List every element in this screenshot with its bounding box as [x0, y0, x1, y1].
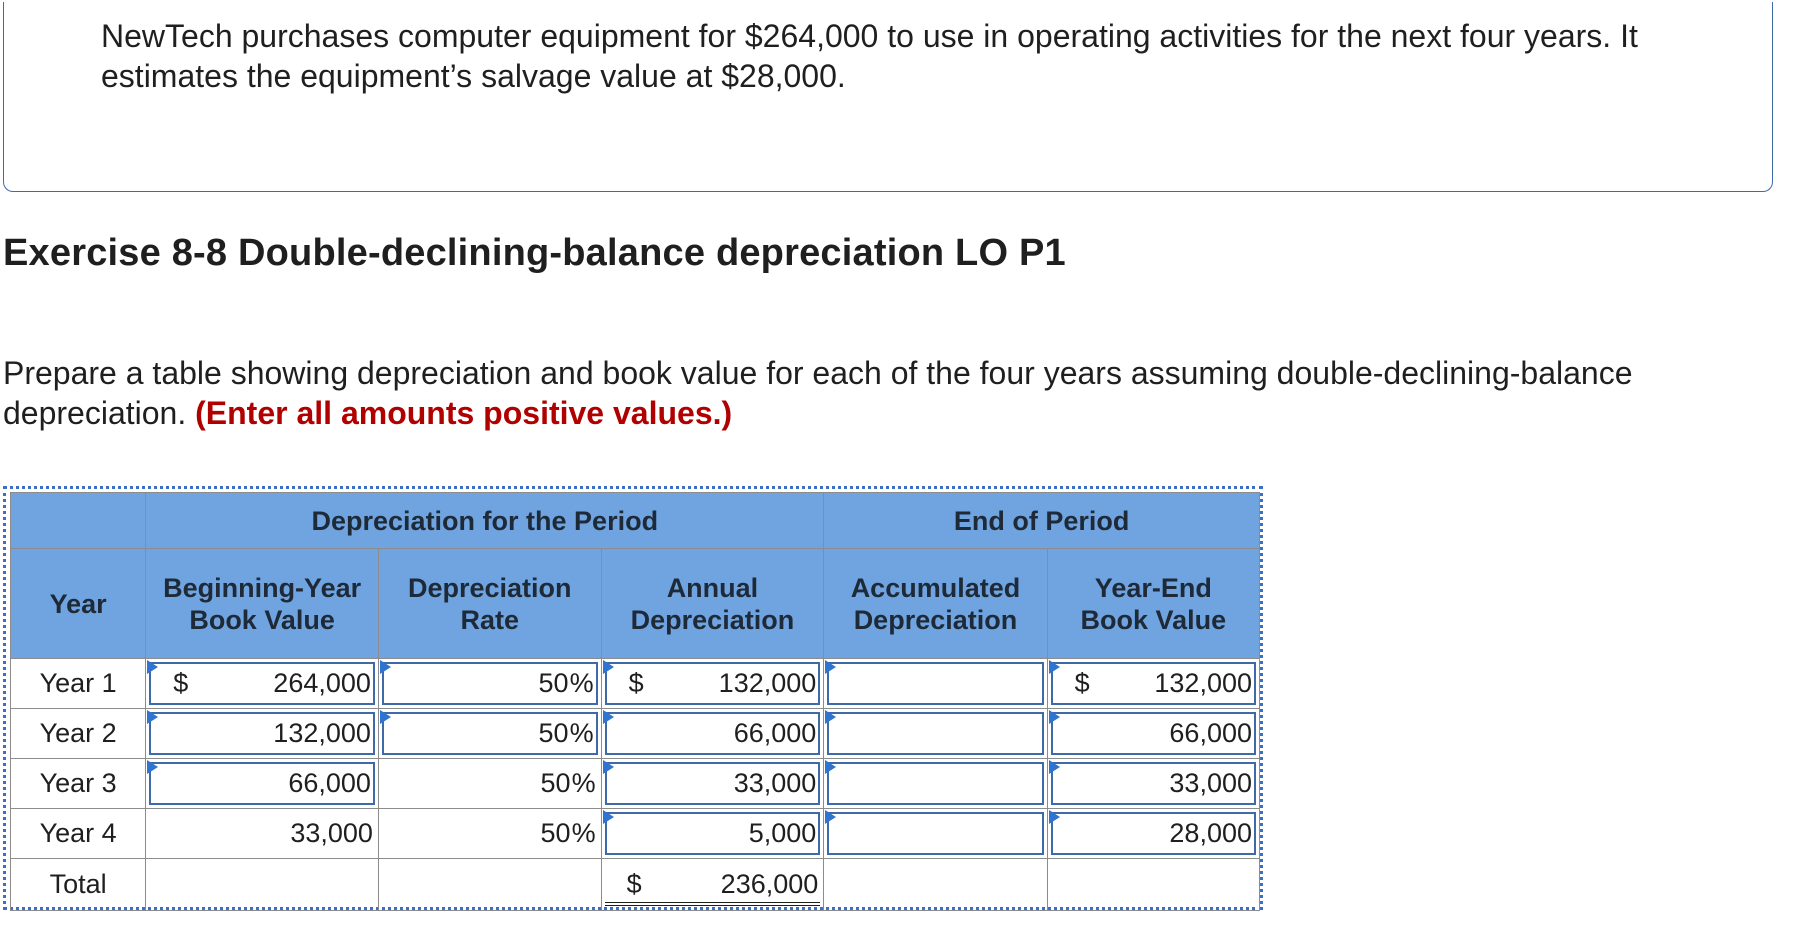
year-end-book-value-cell[interactable] — [1047, 709, 1259, 759]
beginning-book-value-input[interactable] — [149, 762, 375, 805]
header-annual-depreciation — [601, 549, 824, 659]
beginning-book-value-cell — [146, 809, 379, 859]
year-end-book-value-input[interactable] — [1051, 812, 1256, 855]
header-beginning-book-value — [146, 549, 379, 659]
beginning-book-value-cell[interactable] — [146, 759, 379, 809]
annual-depreciation-cell[interactable] — [601, 659, 824, 709]
year-end-book-value: 33,000 — [1169, 768, 1252, 798]
beginning-book-value-input[interactable] — [149, 662, 375, 705]
beginning-book-value: 66,000 — [288, 768, 371, 798]
cell-marker-icon — [1049, 760, 1060, 774]
depreciation-rate-cell[interactable] — [378, 709, 601, 759]
beginning-book-value-cell[interactable] — [146, 709, 379, 759]
header-year: Year — [11, 549, 146, 659]
year-label: Year 4 — [11, 809, 146, 859]
total-label: Total — [11, 859, 146, 911]
total-row — [11, 859, 1260, 911]
beginning-book-value-cell[interactable] — [146, 659, 379, 709]
dollar-sign: $ — [628, 668, 644, 698]
cell-marker-icon — [147, 710, 158, 724]
depreciation-rate: 50 — [540, 818, 571, 848]
total-annual-depreciation-cell — [601, 859, 824, 911]
total-annual-depreciation-value — [605, 862, 821, 907]
header-year-end-book-value — [1047, 549, 1259, 659]
instruction-text: Prepare a table showing depreciation and book value for each of the four years assuming double-declining-balance depreciation. — [3, 355, 1633, 431]
header-beginning-line2: Book Value — [189, 604, 335, 635]
beginning-book-value-value — [149, 812, 375, 855]
accumulated-depreciation-input[interactable] — [827, 812, 1043, 855]
year-end-book-value: 28,000 — [1169, 818, 1252, 848]
total-empty-cell — [378, 859, 601, 911]
depreciation-rate: 50 — [540, 768, 571, 798]
year-label: Year 3 — [11, 759, 146, 809]
accumulated-depreciation-input[interactable] — [827, 662, 1043, 705]
depreciation-table — [10, 492, 1260, 911]
year-end-book-value: 66,000 — [1169, 718, 1252, 748]
annual-depreciation-input[interactable] — [605, 662, 821, 705]
year-end-book-value-input[interactable] — [1051, 662, 1256, 705]
depreciation-rate: 50 — [538, 668, 569, 698]
cell-marker-icon — [825, 660, 836, 674]
accumulated-depreciation-input[interactable] — [827, 762, 1043, 805]
annual-depreciation: 132,000 — [718, 668, 817, 698]
header-accumulated-line1: Accumulated — [850, 572, 1021, 603]
header-accumulated-line2: Depreciation — [853, 604, 1018, 635]
cell-marker-icon — [1049, 710, 1060, 724]
cell-marker-icon — [825, 810, 836, 824]
beginning-book-value: 264,000 — [273, 668, 371, 698]
percent-sign: % — [569, 718, 594, 748]
year-end-book-value: 132,000 — [1154, 668, 1252, 698]
problem-statement-text: NewTech purchases computer equipment for $264,000 to use in operating activities for the next four years. It estimates the equipment’s salvage value at $28,000. — [101, 18, 1638, 94]
cell-marker-icon — [825, 760, 836, 774]
header-rate-line1: Depreciation — [407, 572, 572, 603]
header-corner — [11, 493, 146, 549]
depreciation-rate-cell[interactable] — [378, 659, 601, 709]
header-year-end-line1: Year-End — [1094, 572, 1212, 603]
cell-marker-icon — [1049, 810, 1060, 824]
cell-marker-icon — [603, 810, 614, 824]
percent-sign: % — [571, 768, 596, 798]
annual-depreciation: 33,000 — [733, 768, 817, 798]
header-accumulated-depreciation — [824, 549, 1047, 659]
dollar-sign: $ — [1074, 668, 1090, 698]
beginning-book-value: 132,000 — [273, 718, 371, 748]
percent-sign: % — [569, 668, 594, 698]
annual-depreciation-cell[interactable] — [601, 759, 824, 809]
dollar-sign: $ — [173, 668, 189, 698]
annual-depreciation-cell[interactable] — [601, 709, 824, 759]
beginning-book-value: 33,000 — [290, 818, 373, 848]
cell-marker-icon — [380, 710, 391, 724]
total-empty-cell — [146, 859, 379, 911]
header-depreciation-rate — [378, 549, 601, 659]
table-row — [11, 759, 1260, 809]
header-end-of-period: End of Period — [824, 493, 1260, 549]
cell-marker-icon — [825, 710, 836, 724]
depreciation-rate-input[interactable] — [382, 712, 598, 755]
year-label: Year 2 — [11, 709, 146, 759]
header-annual-line2: Depreciation — [630, 604, 795, 635]
table-row — [11, 709, 1260, 759]
total-annual-depreciation: 236,000 — [720, 869, 819, 899]
exercise-title: Exercise 8-8 Double-declining-balance depreciation LO P1 — [3, 232, 1066, 274]
year-end-book-value-cell[interactable] — [1047, 759, 1259, 809]
table-row — [11, 809, 1260, 859]
cell-marker-icon — [1049, 660, 1060, 674]
cell-marker-icon — [380, 660, 391, 674]
dollar-sign: $ — [626, 869, 642, 899]
annual-depreciation-input[interactable] — [605, 762, 821, 805]
year-end-book-value-input[interactable] — [1051, 712, 1256, 755]
cell-marker-icon — [147, 760, 158, 774]
year-end-book-value-input[interactable] — [1051, 762, 1256, 805]
beginning-book-value-input[interactable] — [149, 712, 375, 755]
cell-marker-icon — [603, 660, 614, 674]
accumulated-depreciation-cell[interactable] — [824, 709, 1047, 759]
total-empty-cell — [1047, 859, 1259, 911]
header-beginning-line1: Beginning-Year — [163, 572, 362, 603]
accumulated-depreciation-cell[interactable] — [824, 759, 1047, 809]
instruction-note: (Enter all amounts positive values.) — [195, 395, 733, 431]
annual-depreciation-cell[interactable] — [601, 809, 824, 859]
header-rate-line2: Rate — [460, 604, 520, 635]
accumulated-depreciation-cell[interactable] — [824, 659, 1047, 709]
header-depreciation-for-period: Depreciation for the Period — [146, 493, 824, 549]
depreciation-table-container — [3, 486, 1263, 910]
total-empty-cell — [824, 859, 1047, 911]
table-row — [11, 659, 1260, 709]
annual-depreciation-input[interactable] — [605, 712, 821, 755]
annual-depreciation: 5,000 — [748, 818, 817, 848]
year-end-book-value-cell[interactable] — [1047, 659, 1259, 709]
exercise-instructions — [3, 353, 1793, 433]
depreciation-rate-cell — [378, 809, 601, 859]
double-underline — [605, 902, 821, 906]
depreciation-rate-cell — [378, 759, 601, 809]
depreciation-rate-value — [382, 762, 598, 805]
annual-depreciation-input[interactable] — [605, 812, 821, 855]
depreciation-rate: 50 — [538, 718, 569, 748]
year-label: Year 1 — [11, 659, 146, 709]
cell-marker-icon — [147, 660, 158, 674]
cell-marker-icon — [603, 760, 614, 774]
percent-sign: % — [571, 818, 596, 848]
depreciation-rate-value — [382, 812, 598, 855]
header-year-end-line2: Book Value — [1080, 604, 1227, 635]
accumulated-depreciation-input[interactable] — [827, 712, 1043, 755]
problem-statement-box — [3, 2, 1773, 192]
year-end-book-value-cell[interactable] — [1047, 809, 1259, 859]
annual-depreciation: 66,000 — [733, 718, 817, 748]
depreciation-rate-input[interactable] — [382, 662, 598, 705]
cell-marker-icon — [603, 710, 614, 724]
header-annual-line1: Annual — [666, 572, 759, 603]
accumulated-depreciation-cell[interactable] — [824, 809, 1047, 859]
